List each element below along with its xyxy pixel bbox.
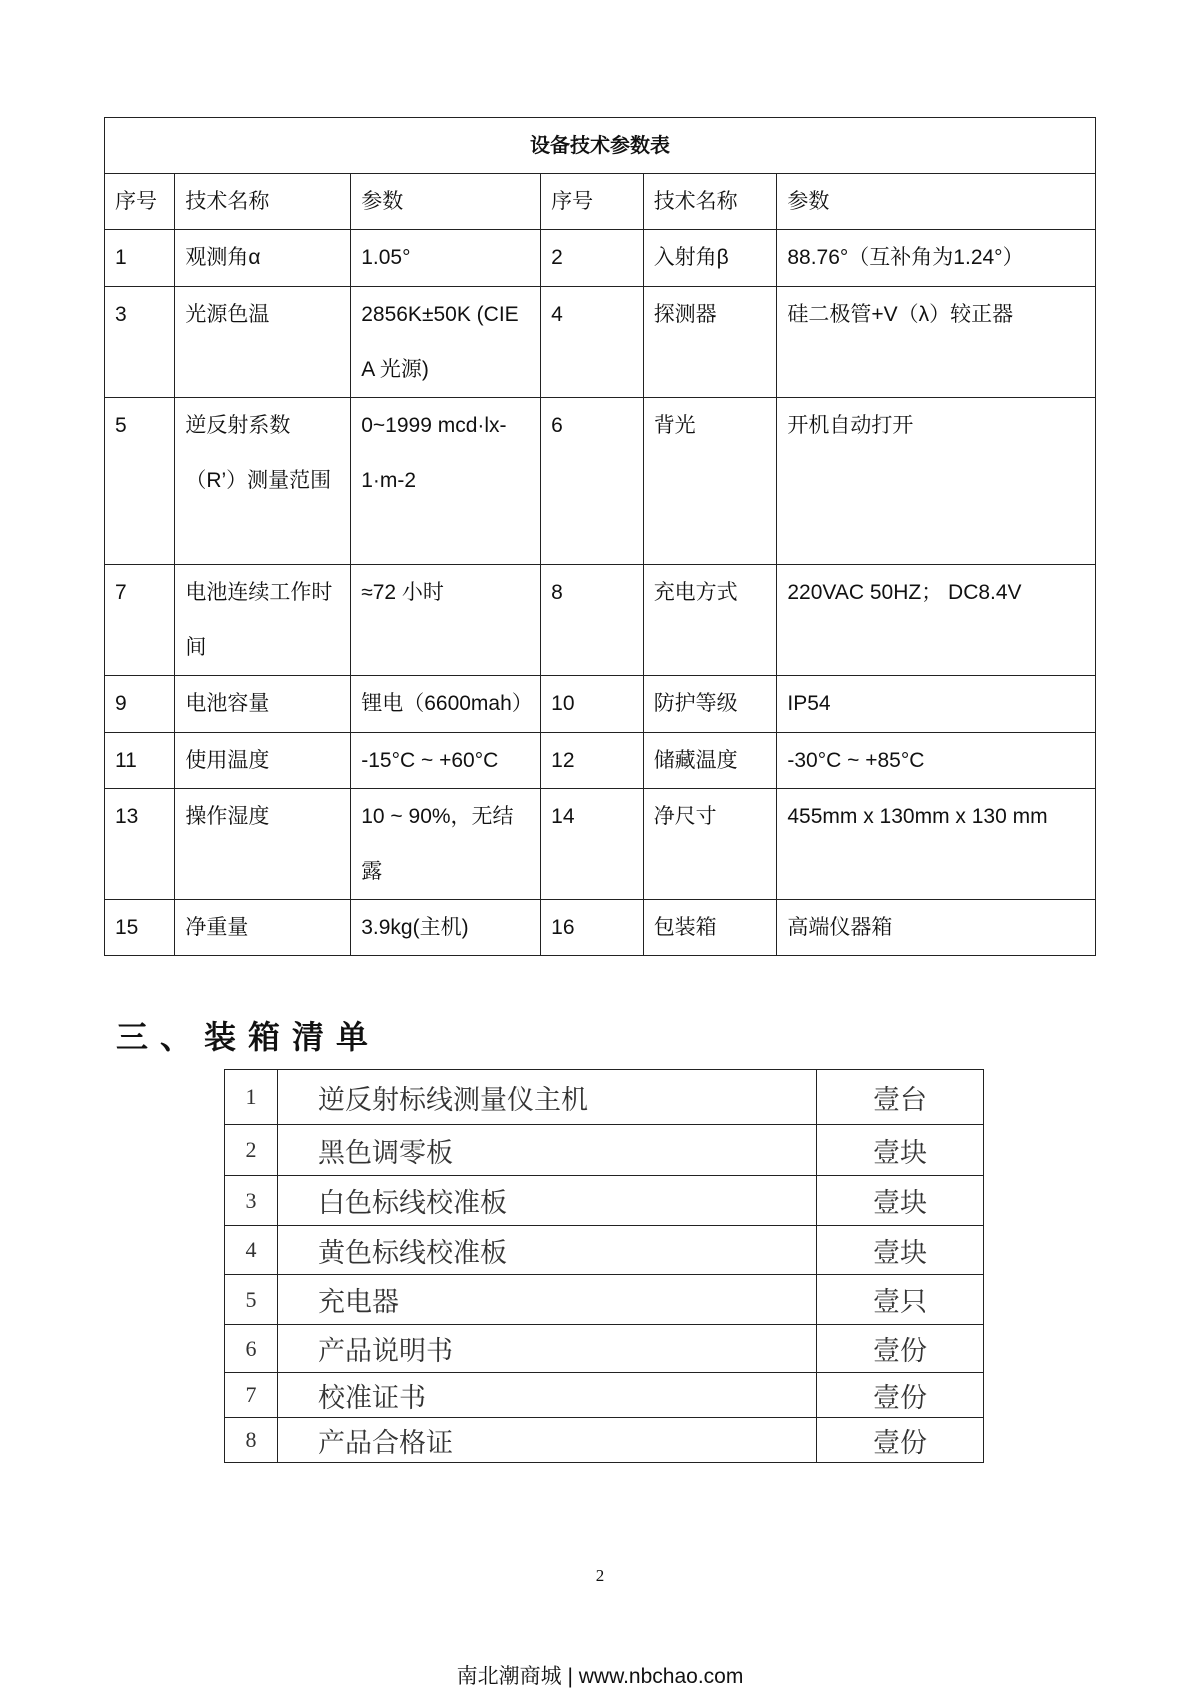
table-row xyxy=(105,230,1096,287)
item-number: 5 xyxy=(225,1275,278,1325)
table-row xyxy=(105,565,1096,676)
item-number: 1 xyxy=(225,1070,278,1125)
parameter-name: 操作湿度 xyxy=(175,789,351,900)
table-title: 设备技术参数表 xyxy=(105,118,1096,174)
parameter-value: 10 ~ 90%，无结露 xyxy=(351,789,541,900)
item-number: 8 xyxy=(225,1418,278,1463)
row-number: 15 xyxy=(105,900,175,956)
parameter-value: 88.76°（互补角为1.24°） xyxy=(777,230,1096,287)
row-number: 4 xyxy=(541,287,644,398)
parameter-value: 高端仪器箱 xyxy=(777,900,1096,956)
parameter-name: 探测器 xyxy=(643,287,777,398)
row-number: 13 xyxy=(105,789,175,900)
row-number: 1 xyxy=(105,230,175,287)
header-cell: 参数 xyxy=(777,174,1096,230)
parameter-value: 2856K±50K (CIE A 光源) xyxy=(351,287,541,398)
parameter-value: 1.05° xyxy=(351,230,541,287)
footer-site-link[interactable]: 南北潮商城 | www.nbchao.com xyxy=(456,1665,744,1688)
table-row xyxy=(105,676,1096,733)
header-cell: 技术名称 xyxy=(175,174,351,230)
parameter-value: -15°C ~ +60°C xyxy=(351,733,541,789)
item-name: 白色标线校准板 xyxy=(278,1176,817,1226)
item-quantity: 壹只 xyxy=(817,1275,984,1325)
header-cell: 序号 xyxy=(541,174,644,230)
parameter-name: 包装箱 xyxy=(643,900,777,956)
packing-list-table xyxy=(224,1069,984,1463)
parameter-name: 使用温度 xyxy=(175,733,351,789)
parameter-name: 电池连续工作时间 xyxy=(175,565,351,676)
row-number: 10 xyxy=(541,676,644,733)
item-number: 3 xyxy=(225,1176,278,1226)
item-quantity: 壹台 xyxy=(817,1070,984,1125)
item-quantity: 壹块 xyxy=(817,1176,984,1226)
row-number: 9 xyxy=(105,676,175,733)
row-number: 6 xyxy=(541,398,644,565)
row-number: 11 xyxy=(105,733,175,789)
parameter-value: 3.9kg(主机) xyxy=(351,900,541,956)
parameter-value: -30°C ~ +85°C xyxy=(777,733,1096,789)
parameter-value: 220VAC 50HZ； DC8.4V xyxy=(777,565,1096,676)
parameter-name: 观测角α xyxy=(175,230,351,287)
header-cell: 参数 xyxy=(351,174,541,230)
item-name: 产品说明书 xyxy=(278,1325,817,1373)
table-row xyxy=(105,733,1096,789)
parameter-value: 开机自动打开 xyxy=(777,398,1096,565)
parameter-name: 电池容量 xyxy=(175,676,351,733)
list-item xyxy=(225,1275,984,1325)
item-quantity: 壹块 xyxy=(817,1226,984,1275)
list-item xyxy=(225,1125,984,1176)
header-cell: 技术名称 xyxy=(643,174,777,230)
list-item xyxy=(225,1418,984,1463)
item-number: 4 xyxy=(225,1226,278,1275)
parameter-name: 光源色温 xyxy=(175,287,351,398)
parameter-name: 净尺寸 xyxy=(643,789,777,900)
page-number: 2 xyxy=(595,1566,605,1585)
table-row xyxy=(105,398,1096,565)
parameter-value: ≈72 小时 xyxy=(351,565,541,676)
item-name: 产品合格证 xyxy=(278,1418,817,1463)
table-row xyxy=(105,900,1096,956)
parameter-value: 锂电（6600mah） xyxy=(351,676,541,733)
parameter-name: 储藏温度 xyxy=(643,733,777,789)
spec-table xyxy=(104,117,1096,956)
header-cell: 序号 xyxy=(105,174,175,230)
row-number: 5 xyxy=(105,398,175,565)
parameter-value: 0~1999 mcd·lx-1·m-2 xyxy=(351,398,541,565)
table-row xyxy=(105,287,1096,398)
row-number: 7 xyxy=(105,565,175,676)
parameter-value: 硅二极管+V（λ）较正器 xyxy=(777,287,1096,398)
item-number: 2 xyxy=(225,1125,278,1176)
parameter-name: 充电方式 xyxy=(643,565,777,676)
table-row xyxy=(105,789,1096,900)
list-item xyxy=(225,1070,984,1125)
parameter-value: IP54 xyxy=(777,676,1096,733)
row-number: 3 xyxy=(105,287,175,398)
row-number: 8 xyxy=(541,565,644,676)
item-name: 逆反射标线测量仪主机 xyxy=(278,1070,817,1125)
item-quantity: 壹份 xyxy=(817,1325,984,1373)
row-number: 2 xyxy=(541,230,644,287)
item-name: 充电器 xyxy=(278,1275,817,1325)
item-name: 黑色调零板 xyxy=(278,1125,817,1176)
parameter-name: 逆反射系数（R’）测量范围 xyxy=(175,398,351,565)
item-quantity: 壹份 xyxy=(817,1418,984,1463)
parameter-name: 防护等级 xyxy=(643,676,777,733)
item-number: 6 xyxy=(225,1325,278,1373)
item-number: 7 xyxy=(225,1373,278,1418)
parameter-name: 背光 xyxy=(643,398,777,565)
list-item xyxy=(225,1325,984,1373)
list-item xyxy=(225,1226,984,1275)
item-name: 校准证书 xyxy=(278,1373,817,1418)
list-item xyxy=(225,1373,984,1418)
parameter-name: 净重量 xyxy=(175,900,351,956)
parameter-name: 入射角β xyxy=(643,230,777,287)
parameter-value: 455mm x 130mm x 130 mm xyxy=(777,789,1096,900)
item-quantity: 壹块 xyxy=(817,1125,984,1176)
row-number: 14 xyxy=(541,789,644,900)
row-number: 12 xyxy=(541,733,644,789)
item-name: 黄色标线校准板 xyxy=(278,1226,817,1275)
item-quantity: 壹份 xyxy=(817,1373,984,1418)
list-item xyxy=(225,1176,984,1226)
packing-list-heading: 三、装箱清单 xyxy=(116,1018,381,1056)
row-number: 16 xyxy=(541,900,644,956)
